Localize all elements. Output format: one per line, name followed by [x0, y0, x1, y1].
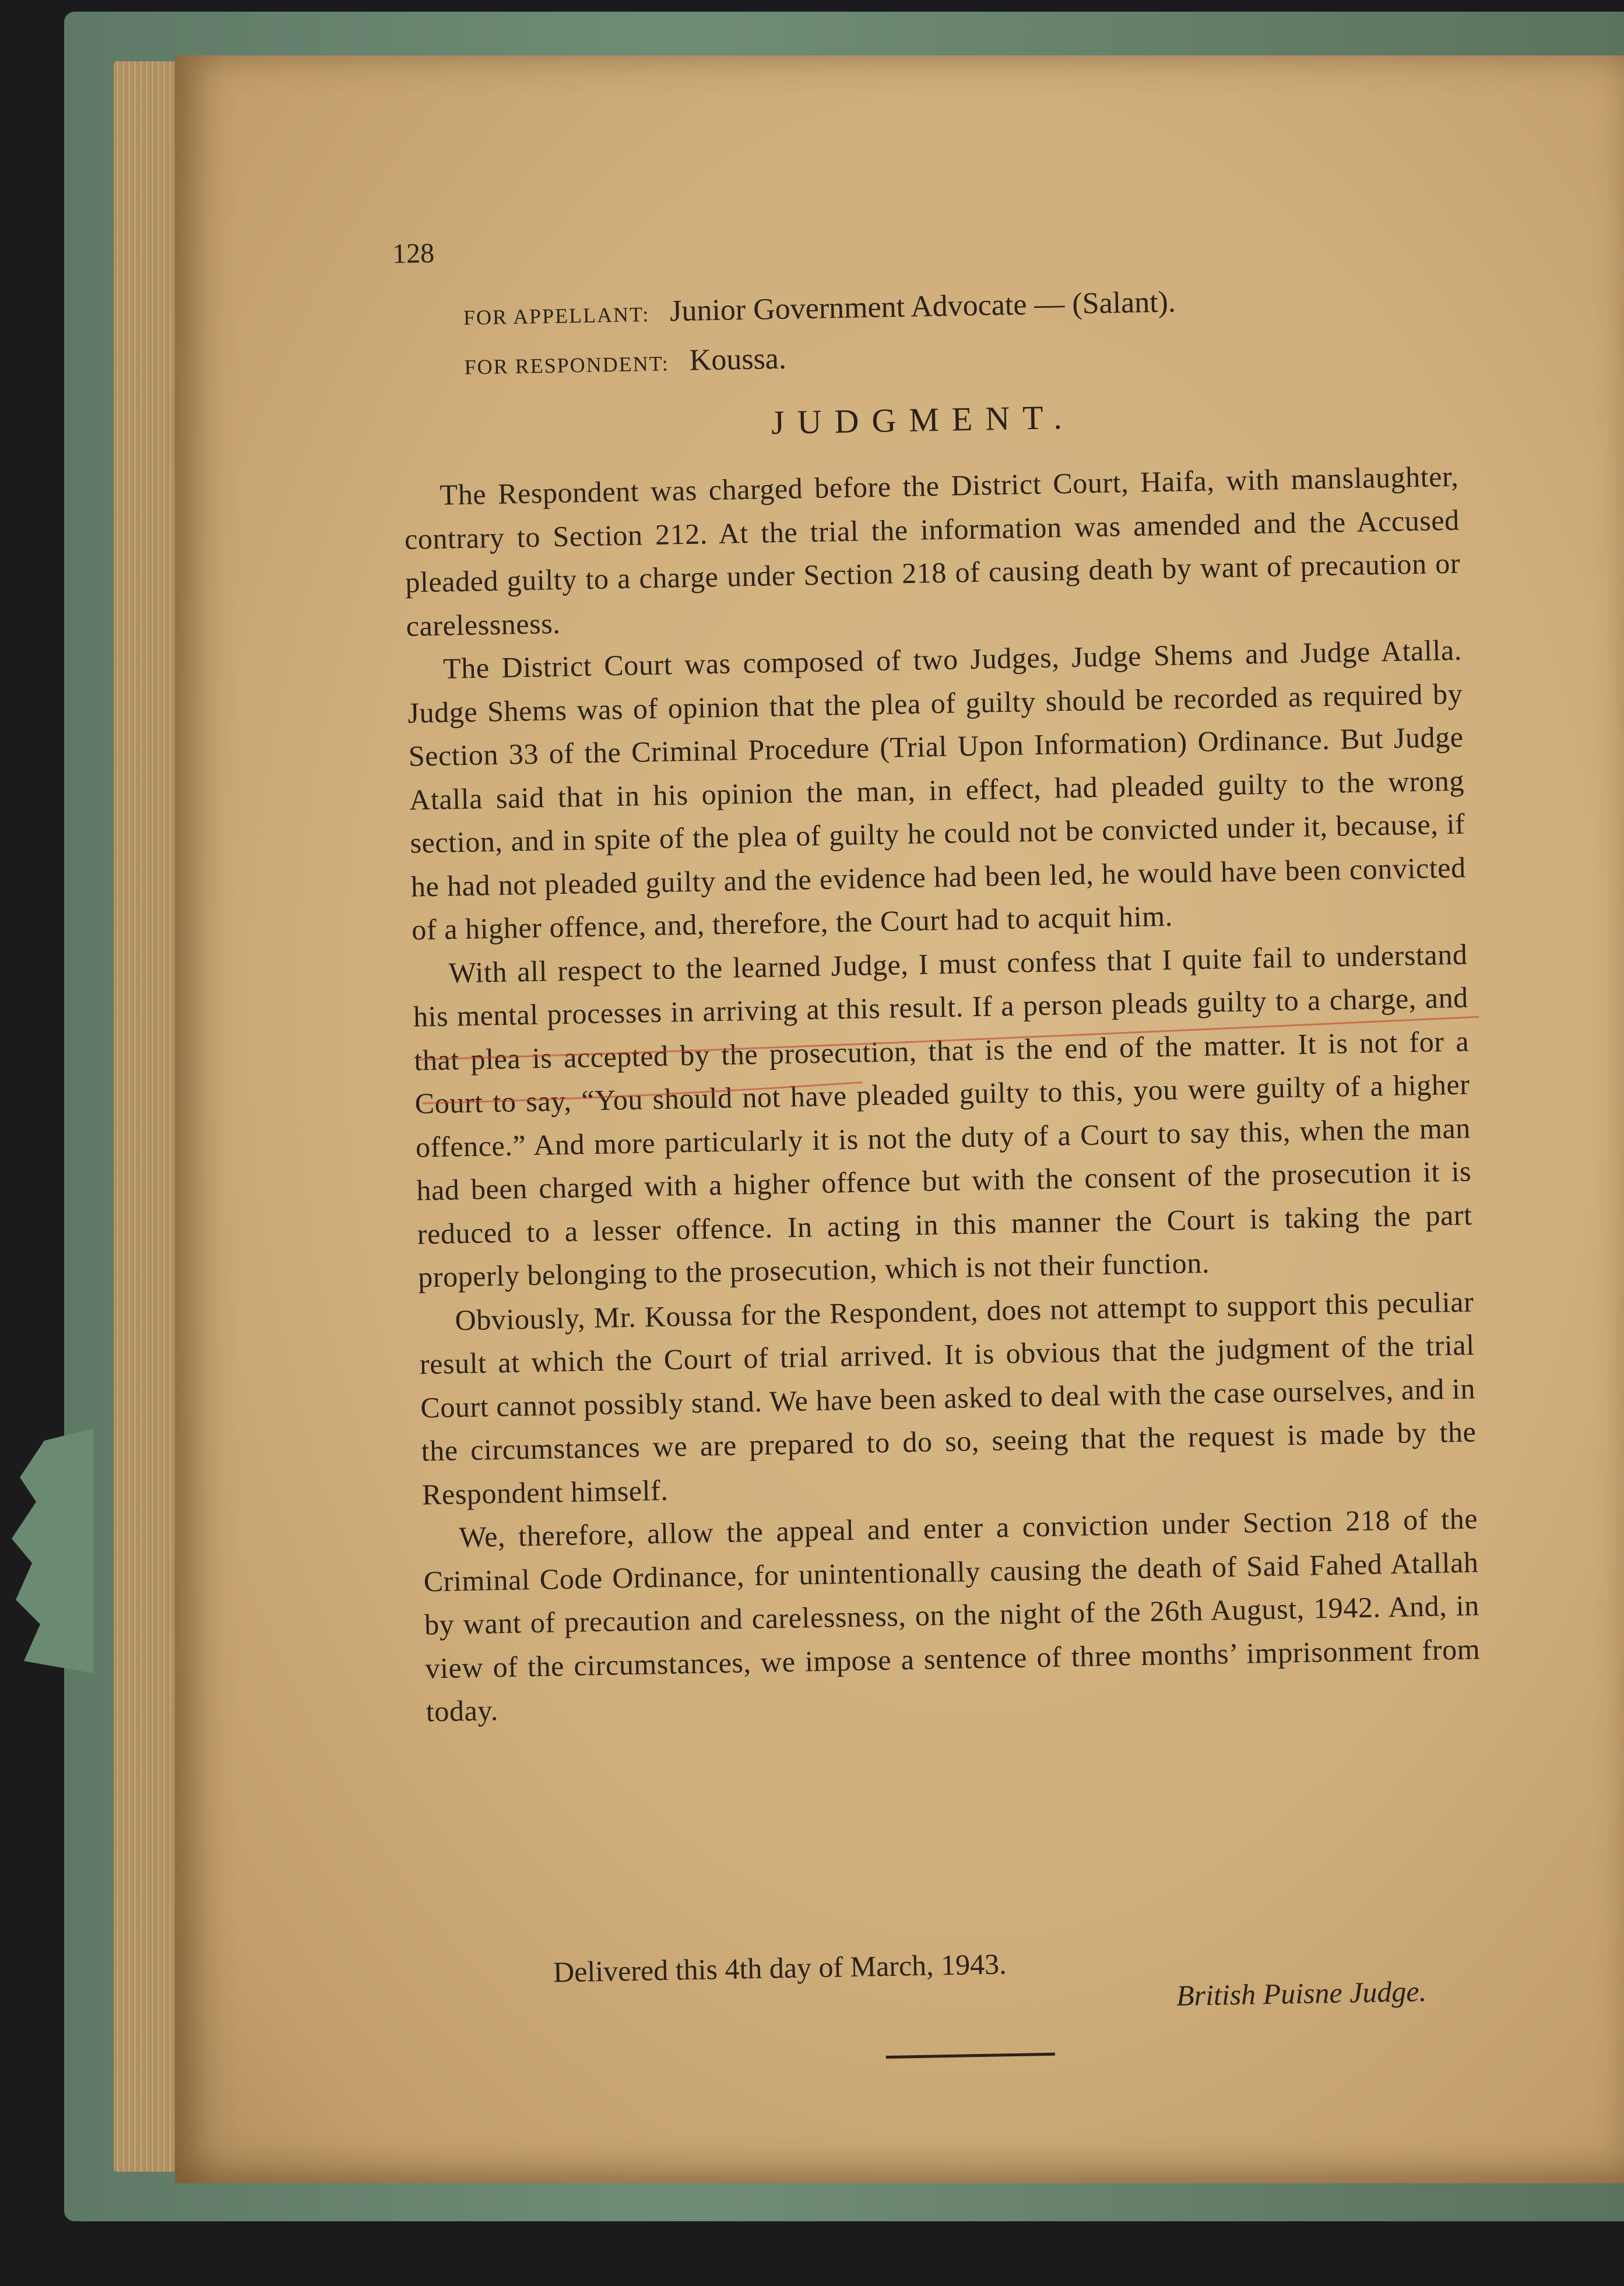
paragraph-4: Obviously, Mr. Koussa for the Respondent, does not attempt to support this peculiar result at which the Court of trial arrived. It is obvious that the judgment of the trial Court cannot possibly stand. We have been asked to deal with the case ourselves, and in the circumstances we are prepared to do so, seeing that the request is made by the Respondent himself. [419, 1284, 1477, 1511]
paragraph-3: With all respect to the learned Judge, I must confess that I quite fail to understand his mental processes in arriving at this result. If a person pleads guilty to a charge, and that plea is accepted by the prosecution, that is the end of the matter. It is not for a Court to say, “You should not have pleaded guilty to this, you were guilty of a higher offence.” And more particularly it is not the duty of a Court to say this, when the man had been charged with a higher offence but with the consent of the prosecution it is reduced to a lesser offence. In acting in this manner the Court is taking the part properly belonging to the prosecution, which is not their function. [413, 937, 1473, 1294]
paragraph-2: The District Court was composed of two Judges, Judge Shems and Judge Atalla. Judge Shems was of opinion that the plea of guilty should be recorded as required by Section 33 of the Criminal Procedure (Trial Upon Information) Ordinance. But Judge Atalla said that in his opinion the man, in effect, had pleaded guilty to the wrong section, and in spite of the plea of guilty he could not be convicted under it, because, if he had not pleaded guilty and the evidence had been led, he would have been convicted of a higher offence, and, therefore, the Court had to acquit him. [407, 633, 1467, 946]
counsel-respondent [464, 342, 786, 382]
delivery-date: Delivered this 4th day of March, 1943. [553, 1947, 1007, 1989]
judgment-heading: JUDGMENT. [771, 398, 1075, 442]
closing-rule [886, 2053, 1055, 2059]
paragraph-5: We, therefore, allow the appeal and enter a conviction under Section 218 of the Criminal Code Ordinance, for unintentionally causing the death of Said Fahed Atallah by want of precaution and carelessness, on the night of the 26th August, 1942. And, in view of the circumstances, we impose a sentence of three months’ imprisonment from today. [423, 1502, 1481, 1728]
judge-signature: British Puisne Judge. [1176, 1975, 1427, 2012]
counsel-respondent-label: FOR RESPONDENT: [464, 352, 670, 379]
red-pencil-underline [418, 996, 1481, 1121]
paragraph-1: The Respondent was charged before the District Court, Haifa, with manslaughter, contrary to Section 212. At the trial the information was amended and the Accused pleaded guilty to a charge under Section 218 of causing death by want of precaution or carelessness. [404, 459, 1461, 642]
counsel-appellant-value: Junior Government Advocate — (Salant). [669, 285, 1176, 328]
counsel-respondent-value: Koussa. [689, 342, 787, 377]
counsel-appellant [463, 285, 1176, 332]
counsel-appellant-label: FOR APPELLANT: [463, 303, 650, 329]
page-number: 128 [392, 237, 435, 270]
